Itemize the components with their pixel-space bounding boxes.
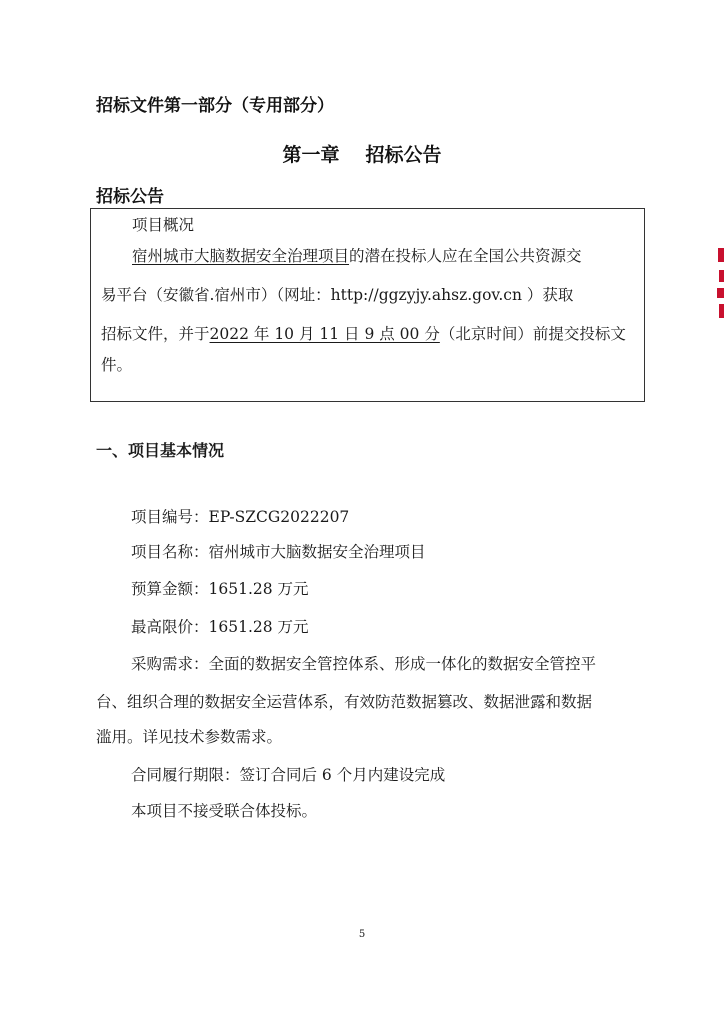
chapter-title — [0, 142, 724, 168]
document-part-title: 招标文件第一部分（专用部分） — [96, 96, 334, 116]
basic-info-heading: 一、项目基本情况 — [96, 441, 225, 460]
notice-line-1-rest: 的潜在投标人应在全国公共资源交 — [349, 247, 582, 265]
procurement-requirement-line-1: 采购需求：全面的数据安全管控体系、形成一体化的数据安全管控平 — [131, 655, 597, 673]
notice-line-2: 易平台（安徽省.宿州市）（网址：http://ggzyjy.ahsz.gov.cn ）获取 — [101, 286, 574, 304]
overview-heading: 项目概况 — [132, 216, 195, 234]
seal-fragment-mark — [717, 242, 724, 322]
procurement-requirement-line-3: 滥用。详见技术参数需求。 — [96, 728, 283, 746]
no-consortium-note: 本项目不接受联合体投标。 — [131, 802, 318, 820]
underlined-deadline: 2022 年 10 月 11 日 9 点 00 分 — [209, 325, 440, 343]
chapter-label: 第一章 — [282, 144, 340, 166]
project-number: 项目编号：EP-SZCG2022207 — [131, 508, 350, 526]
contract-period: 合同履行期限：签订合同后 6 个月内建设完成 — [131, 766, 446, 784]
chapter-name: 招标公告 — [365, 144, 442, 166]
notice-section-label: 招标公告 — [96, 187, 164, 207]
max-price: 最高限价：1651.28 万元 — [131, 618, 309, 636]
underlined-project-name: 宿州城市大脑数据安全治理项目 — [132, 247, 350, 265]
budget-amount: 预算金额：1651.28 万元 — [131, 580, 309, 598]
page-number: 5 — [358, 929, 366, 940]
notice-line-4: 件。 — [101, 356, 133, 374]
notice-line-1 — [132, 246, 582, 266]
notice-line-3-suffix: （北京时间）前提交投标文 — [439, 325, 626, 343]
notice-line-3-prefix: 招标文件，并于 — [101, 325, 210, 343]
notice-box — [90, 208, 645, 402]
procurement-requirement-line-2: 台、组织合理的数据安全运营体系，有效防范数据篡改、数据泄露和数据 — [96, 693, 593, 711]
notice-line-3 — [101, 324, 626, 344]
project-name: 项目名称：宿州城市大脑数据安全治理项目 — [131, 543, 426, 561]
